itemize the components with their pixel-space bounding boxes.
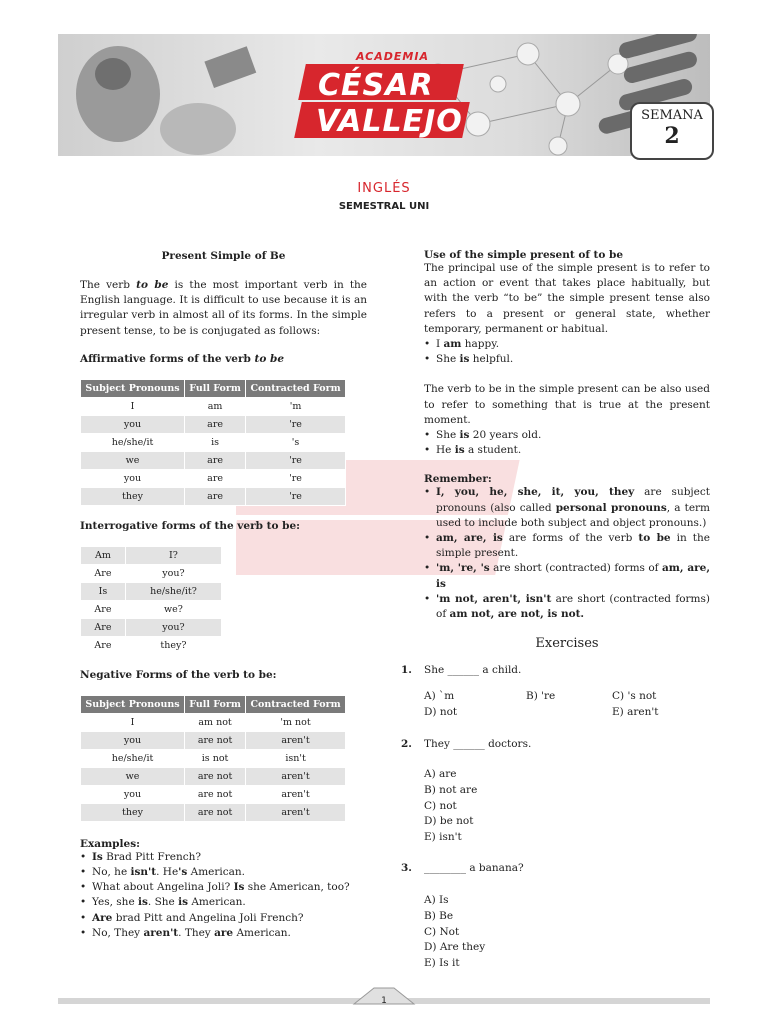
exercise-question: She ______ a child. [424,664,522,676]
list-item: • I am happy. [424,337,710,352]
table-row: we are 're [81,451,346,469]
exercise-option: D) not [424,706,458,718]
list-item: • am, are, is are forms of the verb to be in the simple present. [424,531,710,561]
exercise-option: E) Is it [424,957,460,970]
negative-title: Negative Forms of the verb to be: [80,668,277,681]
table-row: you are not aren't [81,785,346,803]
table-row: Are they? [81,636,222,654]
exercise-option: E) aren't [612,706,659,718]
table-header: Subject Pronouns [81,695,185,713]
right-column [424,249,710,622]
use-bullets [424,337,710,367]
table-header: Subject Pronouns [81,379,185,397]
exercise-option: B) 're [526,690,556,702]
exercise-option: C) not [424,799,457,812]
affirmative-table [80,379,346,506]
table-row: I am not 'm not [81,713,346,731]
subject-title: INGLÉS [357,181,411,196]
list-item: • What about Angelina Joli? Is she American, too? [80,880,367,895]
exercise-number: 2. [401,738,412,750]
table-header: Full Form [185,695,246,713]
negative-table [80,695,346,822]
table-row: they are 're [81,487,346,505]
left-column [80,250,367,941]
table-row: Are you? [81,564,222,582]
list-item: • I, you, he, she, it, you, they are subject pronouns (also called personal pronouns, a term used to include both subject and object pronouns.) [424,485,710,531]
logo-academia: ACADEMIA [356,50,429,63]
exercise-number: 3. [401,862,412,874]
exercise-option: B) Be [424,909,454,922]
table-header: Contracted Form [246,379,346,397]
table-row: he/she/it is not isn't [81,749,346,767]
list-item: • She is 20 years old. [424,428,710,443]
table-row: Am I? [81,546,222,564]
academy-logo [296,48,474,140]
exercise-number: 1. [401,664,412,676]
table-row: he/she/it is 's [81,433,346,451]
table-row: Are you? [81,618,222,636]
list-item: • Yes, she is. She is American. [80,895,367,910]
semana-number: 2 [664,123,680,149]
logo-line2: VALLEJO [316,104,463,139]
exercise-option: D) be not [424,815,474,828]
interrogative-title: Interrogative forms of the verb to be: [80,519,301,532]
exercise-options [424,893,485,972]
interrogative-table [80,546,222,655]
exercise-option: C) 's not [612,690,657,702]
logo-line1: CÉSAR [318,68,434,103]
semana-label: SEMANA [641,108,703,123]
list-item: • Is Brad Pitt French? [80,850,367,865]
table-row: I am 'm [81,397,346,415]
table-row: you are 're [81,469,346,487]
exercises-title: Exercises [535,636,599,651]
table-row: you are not aren't [81,731,346,749]
remember-title: Remember: [424,473,492,486]
semana-badge [630,102,714,160]
exercise-question: They ______ doctors. [424,738,532,750]
list-item: • No, he isn't. He's American. [80,865,367,880]
table-row: Are we? [81,600,222,618]
table-row: we are not aren't [81,767,346,785]
exercise-options [424,767,477,846]
also-bullets [424,428,710,458]
table-row: you are 're [81,415,346,433]
exercise-option: A) Is [424,894,449,906]
list-item: • 'm not, aren't, isn't are short (contracted forms) of am not, are not, is not. [424,592,710,622]
exercise-option: C) Not [424,925,460,938]
intro-paragraph: The verb to be is the most important verb in the English language. It is difficult to use because it is an irregular verb in almost all of its forms. In the simple present tense, to be is conjugated as follows: [80,279,368,337]
list-item: • She is helpful. [424,352,710,367]
exercise-option: E) isn't [424,831,462,844]
exercise-option: A) `m [424,690,455,702]
list-item: • Are brad Pitt and Angelina Joli French? [80,911,367,926]
use-paragraph: The principal use of the simple present is to refer to an action or event that takes place habitually, but with the verb “to be” the simple present tense also refers to a present or general state, whether temporary, permanent or habitual. [424,262,710,335]
section-heading: Present Simple of Be [161,250,286,262]
examples-title: Examples: [80,837,140,850]
list-item: • He is a student. [424,443,710,458]
examples-list [80,850,367,941]
table-row: Is he/she/it? [81,582,222,600]
exercise-option: B) not are [424,783,478,796]
use-title: Use of the simple present of to be [424,249,624,261]
remember-list [424,485,710,622]
list-item: • 'm, 're, 's are short (contracted) forms of am, are, is [424,561,710,591]
affirmative-title: Affirmative forms of the verb to be [80,352,285,365]
table-header: Contracted Form [246,695,346,713]
table-row: they are not aren't [81,803,346,821]
exercise-option: A) are [424,768,457,780]
course-title: SEMESTRAL UNI [338,201,430,212]
exercise-question: ________ a banana? [424,862,524,874]
page-number: 1 [381,996,387,1006]
header-banner [58,34,710,156]
also-paragraph: The verb to be in the simple present can be also used to refer to something that is true at the present moment. [424,383,710,426]
table-header: Full Form [185,379,246,397]
list-item: • No, They aren't. They are American. [80,926,367,941]
exercise-option: D) Are they [424,941,486,954]
